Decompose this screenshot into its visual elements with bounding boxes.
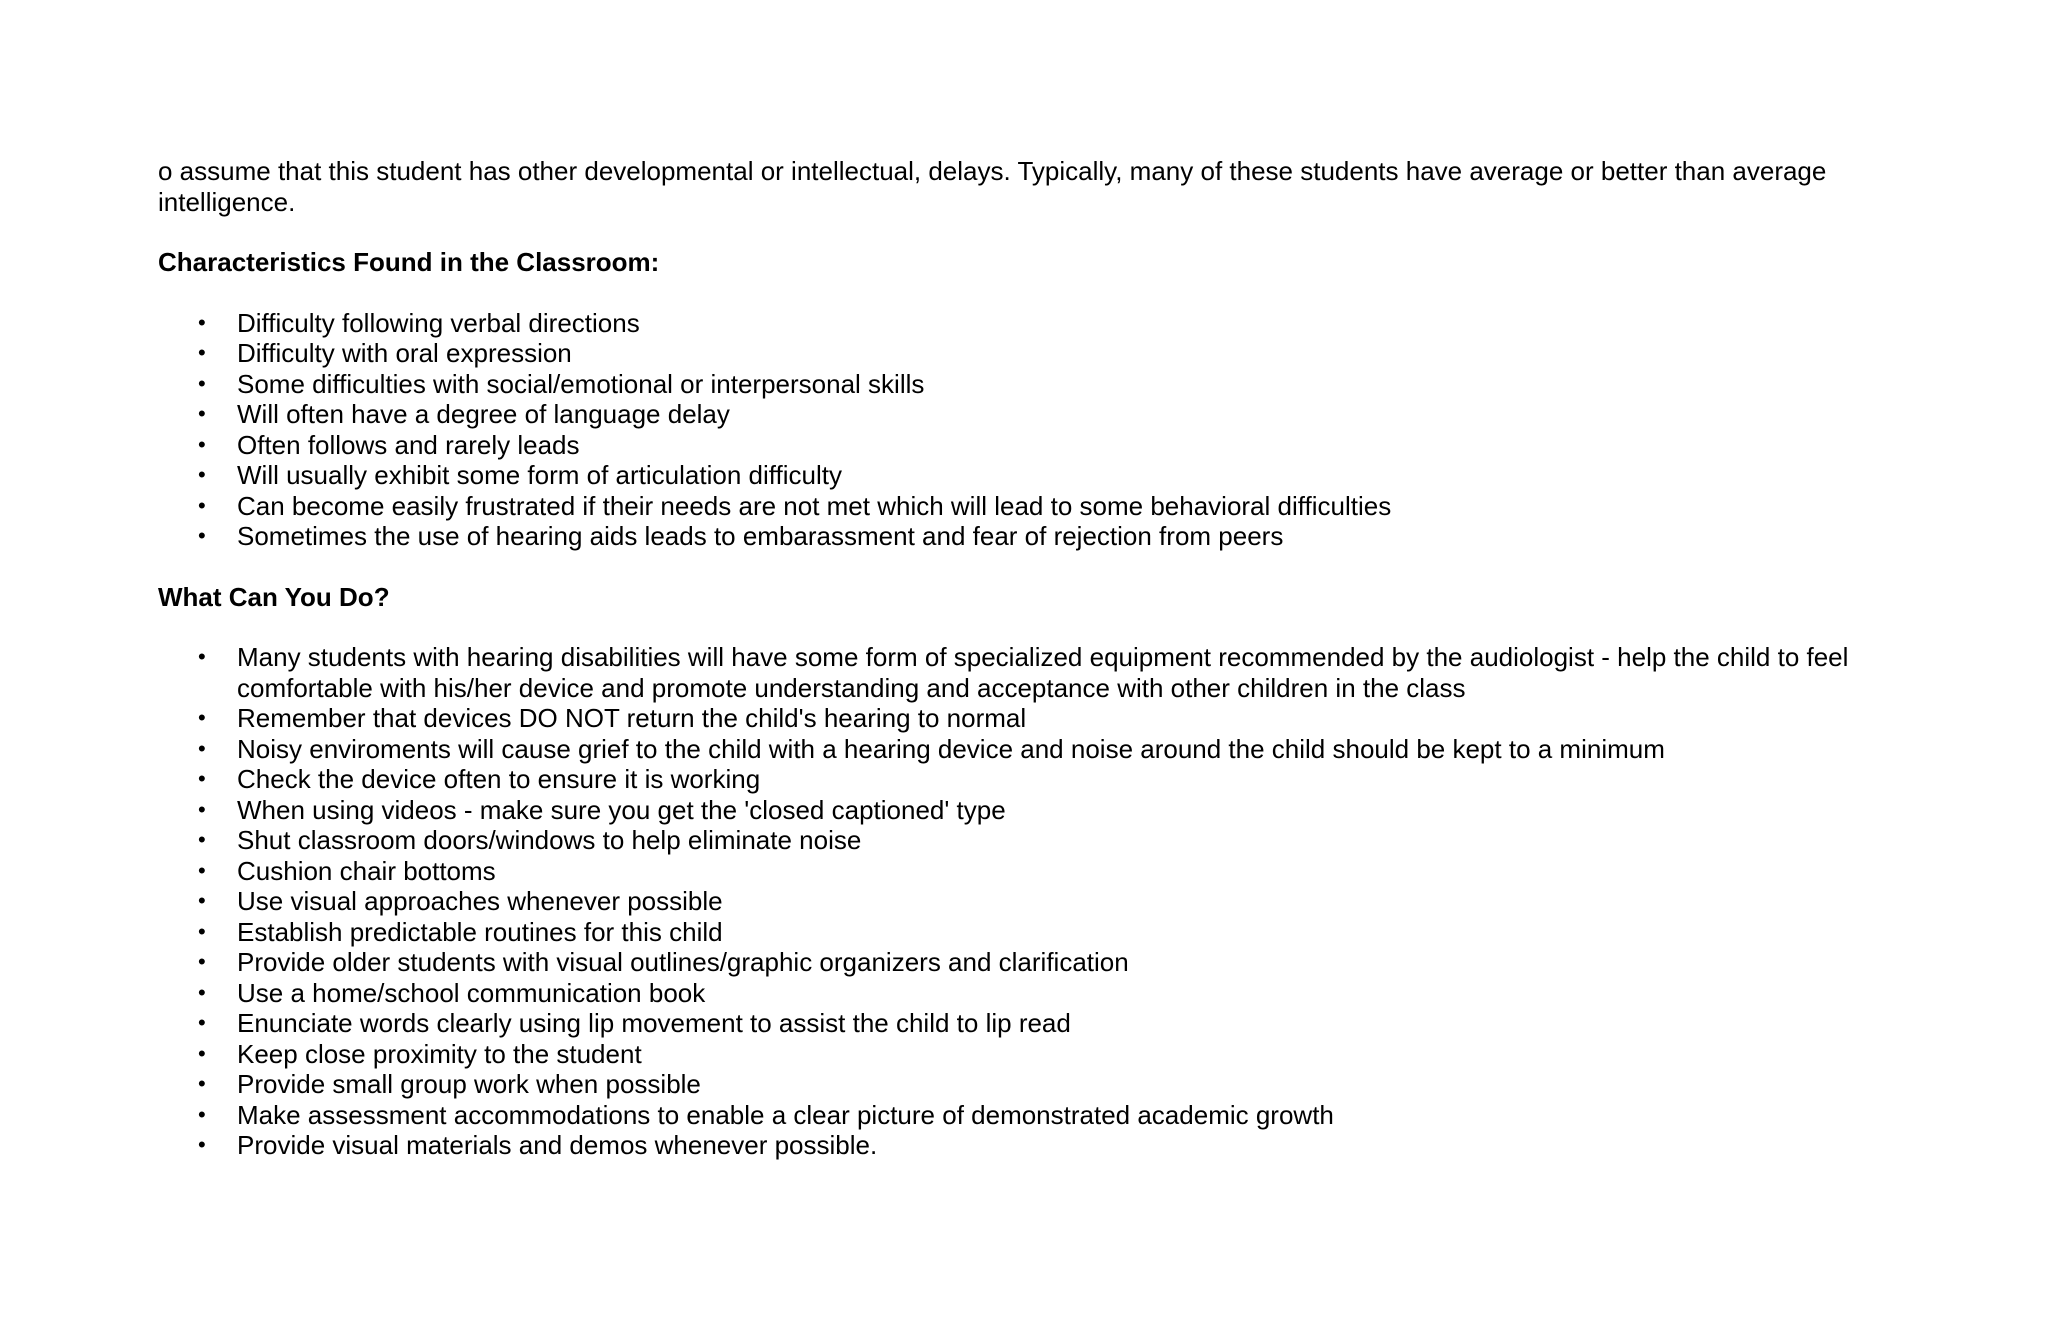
bullet-icon: • <box>198 918 206 944</box>
list-item-text: Will usually exhibit some form of articulation difficulty <box>237 460 842 490</box>
bullet-icon: • <box>198 888 206 913</box>
bullet-icon: • <box>198 1132 206 1157</box>
bullet-icon: • <box>198 644 206 669</box>
intro-paragraph: o assume that this student has other developmental or intellectual, delays. Typically, many of these students have average or better than average intelligence. <box>158 156 1827 217</box>
list-item <box>158 947 1918 978</box>
list-item <box>158 1069 1918 1100</box>
list-item-text: Provide small group work when possible <box>237 1069 701 1099</box>
list-item <box>158 491 1918 522</box>
list-item-text: Enunciate words clearly using lip movement to assist the child to lip read <box>237 1008 1071 1038</box>
list-item-text: Sometimes the use of hearing aids leads to embarassment and fear of rejection from peers <box>237 521 1284 551</box>
list-item-text: Shut classroom doors/windows to help eliminate noise <box>237 825 862 855</box>
bullet-icon: • <box>198 492 206 518</box>
bullet-icon: • <box>198 735 206 761</box>
list-item-text: Use visual approaches whenever possible <box>237 886 723 916</box>
list-item <box>158 795 1918 826</box>
bullet-icon: • <box>198 340 206 365</box>
list-item-text: Will often have a degree of language delay <box>237 399 730 429</box>
list-item-text: Can become easily frustrated if their needs are not met which will lead to some behavioral difficulties <box>237 490 1392 521</box>
list-item <box>158 460 1918 491</box>
list-item-text: Often follows and rarely leads <box>237 429 580 460</box>
list-item <box>158 886 1918 917</box>
characteristics-heading: Characteristics Found in the Classroom: <box>158 247 660 277</box>
bullet-icon: • <box>198 857 206 883</box>
list-item-text: When using videos - make sure you get the 'closed captioned' type <box>237 794 1006 825</box>
list-item-text: Establish predictable routines for this child <box>237 916 723 947</box>
list-item-text: Cushion chair bottoms <box>237 855 496 886</box>
bullet-icon: • <box>198 1101 206 1127</box>
bullet-icon: • <box>198 523 206 548</box>
list-item <box>158 1039 1918 1070</box>
bullet-icon: • <box>198 431 206 457</box>
list-item <box>158 1008 1918 1039</box>
characteristics-list <box>158 308 1918 552</box>
list-item <box>158 764 1918 795</box>
list-item <box>158 308 1918 339</box>
list-item <box>158 430 1918 461</box>
bullet-icon: • <box>198 1040 206 1066</box>
bullet-icon: • <box>198 766 206 791</box>
bullet-icon: • <box>198 796 206 822</box>
bullet-icon: • <box>198 705 206 730</box>
list-item-text: Difficulty with oral expression <box>237 338 572 368</box>
bullet-icon: • <box>198 370 206 396</box>
list-item-text: Some difficulties with social/emotional or interpersonal skills <box>237 368 925 399</box>
bullet-icon: • <box>198 309 206 335</box>
bullet-icon: • <box>198 979 206 1005</box>
bullet-icon: • <box>198 827 206 852</box>
list-item-text: Make assessment accommodations to enable a clear picture of demonstrated academic growth <box>237 1099 1334 1130</box>
list-item-text: Check the device often to ensure it is working <box>237 764 761 794</box>
bullet-icon: • <box>198 1010 206 1035</box>
list-item <box>158 338 1918 369</box>
bullet-icon: • <box>198 462 206 487</box>
list-item <box>158 642 1918 703</box>
list-item <box>158 1130 1918 1161</box>
list-item-text: Provide visual materials and demos whenever possible. <box>237 1130 878 1160</box>
list-item <box>158 734 1918 765</box>
list-item <box>158 521 1918 552</box>
list-item <box>158 703 1918 734</box>
list-item-text: Many students with hearing disabilities will have some form of specialized equipment recommended by the audiologist - help the child to feel comfortable with his/her device and promote understanding and acceptance with other children in the class <box>237 642 1849 703</box>
list-item-text: Remember that devices DO NOT return the child's hearing to normal <box>237 703 1027 733</box>
list-item-text: Provide older students with visual outlines/graphic organizers and clarification <box>237 947 1129 977</box>
list-item-text: Difficulty following verbal directions <box>237 307 640 338</box>
document-page <box>158 156 1918 1191</box>
bullet-icon: • <box>198 401 206 426</box>
list-item <box>158 399 1918 430</box>
what-can-you-do-heading: What Can You Do? <box>158 581 390 612</box>
list-item <box>158 917 1918 948</box>
list-item-text: Noisy enviroments will cause grief to the child with a hearing device and noise around the child should be kept to a minimum <box>237 733 1665 764</box>
bullet-icon: • <box>198 1071 206 1096</box>
list-item <box>158 369 1918 400</box>
list-item <box>158 1100 1918 1131</box>
list-item-text: Use a home/school communication book <box>237 977 706 1008</box>
what-can-you-do-list <box>158 642 1918 1161</box>
list-item <box>158 978 1918 1009</box>
bullet-icon: • <box>198 949 206 974</box>
list-item <box>158 856 1918 887</box>
list-item-text: Keep close proximity to the student <box>237 1038 642 1069</box>
list-item <box>158 825 1918 856</box>
